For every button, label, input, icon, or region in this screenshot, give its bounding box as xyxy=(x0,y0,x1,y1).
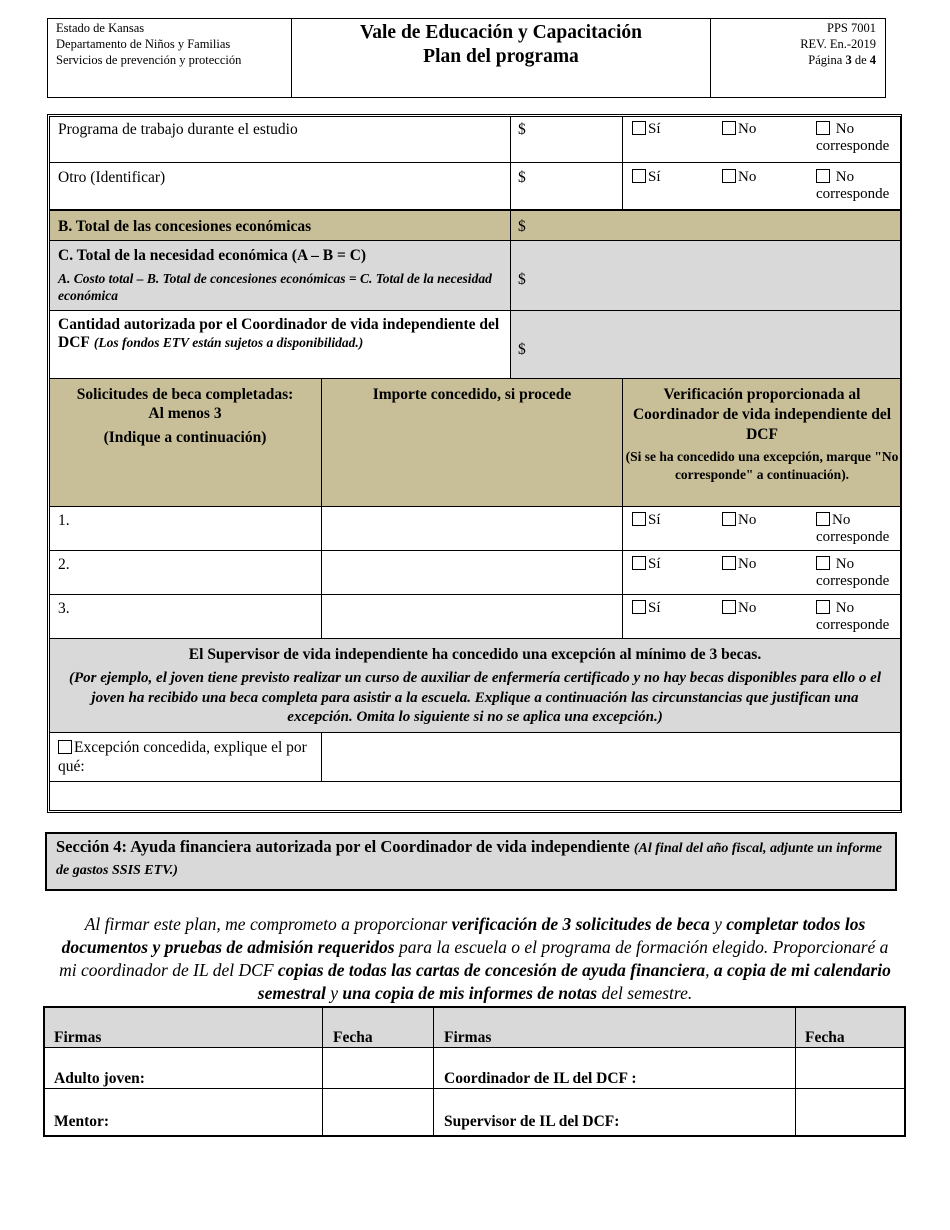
form-title-line2: Plan del programa xyxy=(423,46,579,67)
currency-sign: $ xyxy=(518,121,526,138)
exception-granted-option[interactable] xyxy=(58,738,316,776)
na-option[interactable]: No corresponde xyxy=(816,169,890,202)
header-divider-right xyxy=(710,18,711,98)
form-revision: REV. En.-2019 xyxy=(800,37,876,51)
funding-label-work-study: Programa de trabajo durante el estudio xyxy=(58,121,298,138)
scholarship-number: 3. xyxy=(58,600,70,617)
yes-option[interactable]: Sí xyxy=(632,121,661,138)
exception-label: Excepción concedida, explique el por qué: xyxy=(58,739,307,775)
page-total: 4 xyxy=(869,53,876,67)
scholarship-row-1 xyxy=(49,506,901,551)
no-checkbox[interactable] xyxy=(722,512,736,526)
scholarship-divider-1 xyxy=(321,506,322,639)
na-checkbox[interactable] xyxy=(816,121,830,135)
authorized-label-block xyxy=(58,316,503,352)
yes-checkbox[interactable] xyxy=(632,600,646,614)
na-checkbox[interactable] xyxy=(816,512,830,526)
page-current: 3 xyxy=(845,53,852,67)
section4-note: (Al final del año fiscal, adjunte un informe de gastos SSIS ETV.) xyxy=(56,841,883,878)
section4-text xyxy=(56,836,886,881)
funding-label-other: Otro (Identificar) xyxy=(58,169,166,186)
agency-state: Estado de Kansas xyxy=(56,21,145,35)
signature-supervisor[interactable]: Supervisor de IL del DCF: xyxy=(444,1113,620,1130)
total-need-formula: A. Costo total – B. Total de concesiones económicas = C. Total de la necesidad económica xyxy=(58,271,492,303)
authorized-currency: $ xyxy=(518,341,526,358)
scholarship-number: 2. xyxy=(58,556,70,573)
na-checkbox[interactable] xyxy=(816,556,830,570)
no-option[interactable]: No xyxy=(722,512,756,529)
na-checkbox[interactable] xyxy=(816,169,830,183)
na-option[interactable]: No corresponde xyxy=(816,600,890,633)
amount-cell-work-study[interactable] xyxy=(510,116,623,163)
yes-option[interactable]: Sí xyxy=(632,600,661,617)
agreement-statement: Al firmar este plan, me comprometo a proporcionar verificación de 3 solicitudes de beca y completar todos los documentos y pruebas de admisión requeridos para la escuela o el programa de formación elegido. Proporcionaré a mi coordinador de IL del DCF copias de todas las cartas de concesión de ayuda financiera, a copia de mi calendario semestral y una copia de mis informes de notas del semestre. xyxy=(59,914,891,1003)
signature-col-divider-2 xyxy=(433,1008,434,1136)
exception-body: (Por ejemplo, el joven tiene previsto realizar un curso de auxiliar de enfermería certificado y no hay becas disponibles para ello o el joven ha recibido una beca completa para asistir a la escuela. Explique a continuación las circunstancias que justifican una excepción. Omita lo siguiente si no se aplica una excepción.) xyxy=(68,670,881,725)
scholarship-divider-2 xyxy=(622,506,623,639)
agency-division: Servicios de prevención y protección xyxy=(56,53,242,67)
no-option[interactable]: No xyxy=(722,556,756,573)
na-option[interactable]: No corresponde xyxy=(816,121,890,154)
yes-checkbox[interactable] xyxy=(632,169,646,183)
total-need-divider xyxy=(510,240,511,311)
yes-checkbox[interactable] xyxy=(632,556,646,570)
total-need-currency: $ xyxy=(518,271,526,288)
signature-col-fecha: Fecha xyxy=(805,1029,845,1046)
exception-heading: El Supervisor de vida independiente ha concedido una excepción al mínimo de 3 becas. xyxy=(188,646,762,663)
yes-checkbox[interactable] xyxy=(632,512,646,526)
section4-title: Sección 4: Ayuda financiera autorizada por el Coordinador de vida independiente xyxy=(56,837,630,856)
yes-option[interactable]: Sí xyxy=(632,556,661,573)
no-option[interactable]: No xyxy=(722,169,756,186)
authorized-amount-value-cell[interactable] xyxy=(511,311,900,378)
na-checkbox[interactable] xyxy=(816,600,830,614)
agency-department: Departamento de Niños y Familias xyxy=(56,37,231,51)
signature-coordinator[interactable]: Coordinador de IL del DCF : xyxy=(444,1070,637,1087)
na-option[interactable]: No corresponde xyxy=(816,556,890,589)
agency-block xyxy=(56,20,288,68)
signature-row-divider xyxy=(45,1088,904,1089)
page-indicator: Página 3 de 4 xyxy=(808,53,876,67)
scholarship-col-amount: Importe concedido, si procede xyxy=(372,386,572,403)
scholarship-col-applications: Solicitudes de beca completadas: Al menos 3 (Indique a continuación) xyxy=(76,386,294,446)
form-meta xyxy=(712,20,876,68)
signature-col-fecha: Fecha xyxy=(333,1029,373,1046)
signature-col-firmas: Firmas xyxy=(54,1029,102,1046)
total-awards-currency: $ xyxy=(518,218,526,235)
no-checkbox[interactable] xyxy=(722,556,736,570)
scholarship-number: 1. xyxy=(58,512,70,529)
scholarship-row-2 xyxy=(49,550,901,595)
yes-option[interactable]: Sí xyxy=(632,169,661,186)
no-checkbox[interactable] xyxy=(722,169,736,183)
no-checkbox[interactable] xyxy=(722,121,736,135)
na-option[interactable]: No corresponde xyxy=(816,512,890,545)
scholarship-col-verification: Verificación proporcionada al Coordinador de vida independiente del DCF (Si se ha concedido una excepción, marque "No corresponde" a continuación). xyxy=(625,386,899,482)
signature-col-divider-3 xyxy=(795,1008,796,1136)
signature-mentor[interactable]: Mentor: xyxy=(54,1113,110,1130)
authorized-label: Cantidad autorizada por el Coordinador de vida independiente del DCF xyxy=(58,316,500,351)
yes-option[interactable]: Sí xyxy=(632,512,661,529)
total-awards-label: B. Total de las concesiones económicas xyxy=(58,218,312,235)
currency-sign: $ xyxy=(518,169,526,186)
amount-cell-other[interactable] xyxy=(510,162,623,210)
scholarship-header-divider-2 xyxy=(622,378,623,507)
form-title xyxy=(292,21,710,69)
total-need-label: C. Total de la necesidad económica (A – B = C) xyxy=(58,247,367,264)
no-option[interactable]: No xyxy=(722,600,756,617)
exception-explanation-field[interactable] xyxy=(322,733,900,781)
total-awards-divider xyxy=(510,209,511,241)
scholarship-row-3 xyxy=(49,594,901,639)
form-title-line1: Vale de Educación y Capacitación xyxy=(359,22,643,43)
exception-checkbox[interactable] xyxy=(58,740,72,754)
blank-row xyxy=(49,781,901,811)
signature-col-firmas: Firmas xyxy=(444,1029,492,1046)
no-checkbox[interactable] xyxy=(722,600,736,614)
yes-checkbox[interactable] xyxy=(632,121,646,135)
no-option[interactable]: No xyxy=(722,121,756,138)
authorized-note: (Los fondos ETV están sujetos a disponibilidad.) xyxy=(93,335,364,350)
signature-young-adult[interactable]: Adulto joven: xyxy=(54,1070,145,1087)
form-number: PPS 7001 xyxy=(827,21,876,35)
signature-col-divider-1 xyxy=(322,1008,323,1136)
authorized-divider xyxy=(510,310,511,379)
